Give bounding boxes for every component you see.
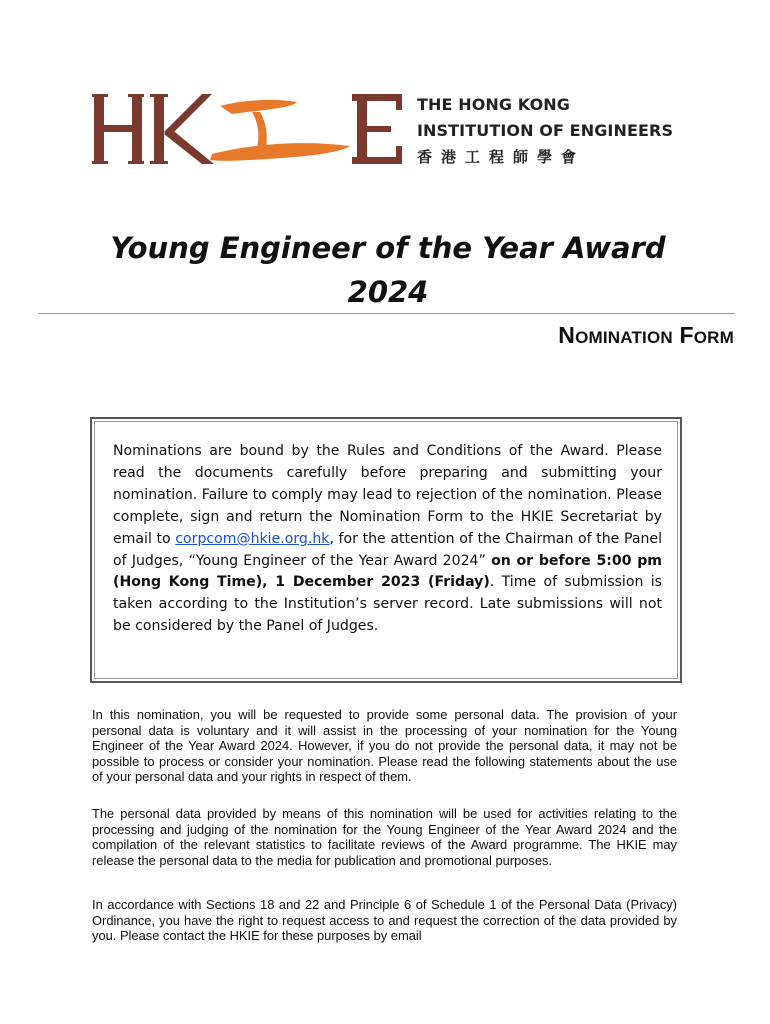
logo-line-2: INSTITUTION OF ENGINEERS bbox=[417, 121, 674, 140]
nomination-form-heading bbox=[558, 322, 734, 349]
notice-deadline: on or before 5:00 pm (Hong Kong Time), 1 December 2023 (Friday) bbox=[113, 552, 662, 591]
logo-chinese-name: 香港工程師學會 bbox=[417, 148, 586, 166]
notice-part-1: Nominations are bound by the Rules and Conditions of the Award. Please read the documents carefully before preparing and submitting your nomination. Failure to comply may lead to rejection of the nomination. Please complete, sign and return the Nomination Form to the HKIE Secretariat by email to bbox=[113, 443, 662, 547]
title-divider bbox=[38, 313, 735, 314]
logo-line-1: THE HONG KONG bbox=[417, 95, 570, 114]
logo-text-block bbox=[417, 92, 673, 170]
notice-text bbox=[113, 441, 662, 638]
heading-n-cap: N bbox=[558, 322, 576, 348]
title-line-1: Young Engineer of the Year Award bbox=[110, 231, 666, 265]
title-line-2: 2024 bbox=[347, 275, 429, 309]
heading-f-cap: F bbox=[679, 322, 694, 348]
hkie-logo-mark bbox=[92, 90, 404, 170]
notice-part-2: , for the attention of the Chairman of the Panel of Judges, “Young Engineer of the Year Award 2024” bbox=[113, 530, 662, 569]
personal-data-paragraph-1: In this nomination, you will be requested to provide some personal data. The provision of your personal data is voluntary and it will assist in the processing of your nomination for the Young Engineer of the Year Award 2024. However, if you do not provide the personal data, it may not be possible to process or consider your nomination. Please read the following statements about the use of your personal data and your rights in respect of them. bbox=[92, 707, 677, 784]
personal-data-paragraph-2: The personal data provided by means of this nomination will be used for activities relating to the processing and judging of the nomination for the Young Engineer of the Year Award 2024 and the compilation of the relevant statistics to facilitate reviews of the Award programme. The HKIE may release the personal data to the media for publication and promotional purposes. bbox=[92, 806, 677, 868]
heading-f-rest: ORM bbox=[693, 328, 734, 347]
notice-box bbox=[90, 417, 682, 683]
page-title bbox=[38, 226, 738, 314]
email-link[interactable]: corpcom@hkie.org.hk bbox=[175, 530, 330, 547]
personal-data-paragraph-3: In accordance with Sections 18 and 22 and Principle 6 of Schedule 1 of the Personal Data (Privacy) Ordinance, you have the right to request access to and request the correction of the data provided by you. Please contact the HKIE for these purposes by email bbox=[92, 897, 677, 943]
hkie-logo bbox=[92, 90, 692, 170]
notice-part-3: . Time of submission is taken according to the Institution’s server record. Late submissions will not be considered by the Panel of Judges. bbox=[113, 574, 662, 635]
heading-n-rest: OMINATION bbox=[575, 328, 673, 347]
